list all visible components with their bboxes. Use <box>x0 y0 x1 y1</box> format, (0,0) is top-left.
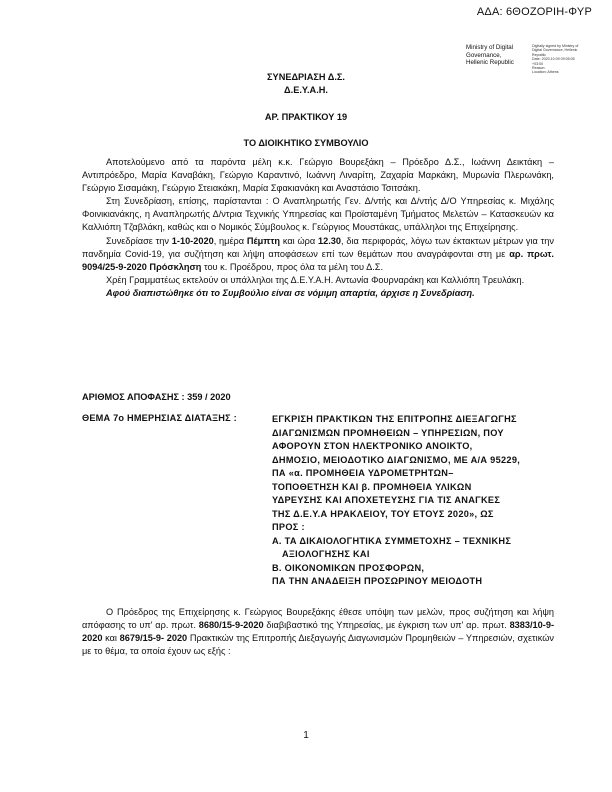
theme-label: ΘΕΜΑ 7ο ΗΜΕΡΗΣΙΑΣ ΔΙΑΤΑΞΗΣ : <box>82 413 237 423</box>
session-title: ΣΥΝΕΔΡΙΑΣΗ Δ.Σ. <box>267 72 345 82</box>
body-text <box>82 156 554 300</box>
page-number: 1 <box>303 730 309 741</box>
signature-details: Digitally signed by Ministry of Digital Governance, Hellenic Republic Date: 2020.10.09 09:05:05 +03:00 Reason: Location: Athens <box>532 44 579 75</box>
attendees-paragraph: Στη Συνεδρίαση, επίσης, παρίστανται : Ο Αναπληρωτής Γεν. Δ/ντής και Δ/ντής Δ/Ο Υπηρεσίας κ. Μιχάλης Φοινικιανάκης, η Αναπληρωτής Δ/ντρια Τεχνικής Υπηρεσίας και Προϊσταμένη Τμήματος Μελετών – Κατασκευών κα Καλλιόπη Τζαβλάκη, καθώς και ο Νομικός Σύμβουλος κ. Γεώργιος Μουστάκας, υπάλληλοι της Επιχείρησης. <box>82 196 554 233</box>
secretaries-paragraph: Χρέη Γραμματέως εκτελούν οι υπάλληλοι της Δ.Ε.Υ.Α.Η. Αντωνία Φουρναράκη και Καλλιόπη Τρευλάκη. <box>106 274 525 285</box>
signature-issuer: Ministry of Digital Governance, Hellenic Republic <box>466 44 514 67</box>
session-paragraph: Συνεδρίασε την 1-10-2020, ημέρα Πέμπτη και ώρα 12.30, δια περιφοράς, λόγω των έκτακτων μέτρων για την πανδημία Covid-19, για συζήτηση και λήψη αποφάσεων επί των θεμάτων που αναγράφονται στη με αρ. πρωτ. 9094/25-9-2020 Πρόσκληση του κ. Προέδρου, προς όλα τα μέλη του Δ.Σ. <box>82 235 554 272</box>
decision-number: ΑΡΙΘΜΟΣ ΑΠΟΦΑΣΗΣ : 359 / 2020 <box>82 392 231 402</box>
minutes-number: ΑΡ. ΠΡΑΚΤΙΚΟΥ 19 <box>264 112 348 122</box>
members-paragraph: Αποτελούμενο από τα παρόντα μέλη κ.κ. Γεώργιο Βουρεξάκη – Πρόεδρο Δ.Σ., Ιωάννη Δεικτάκη – Αντιπρόεδρο, Μαρία Καναβάκη, Γεώργιο Καραντινό, Ιωάννη Λιναρίτη, Ζαχαρία Μαρκάκη, Μυρωνία Πλερωνάκη, Γεώργιο Σισαμάκη, Γεώργιο Στειακάκη, Μαρία Σφακιανάκη και Αναστάσιο Τσιτσάκη. <box>82 157 554 194</box>
organization-name: Δ.Ε.Υ.Α.Η. <box>284 85 328 95</box>
quorum-statement: Αφού διαπιστώθηκε ότι το Συμβούλιο είναι σε νόμιμη απαρτία, άρχισε η Συνεδρίαση. <box>106 287 475 298</box>
closing-paragraph: Ο Πρόεδρος της Επιχείρησης κ. Γεώργιος Βουρεξάκης έθεσε υπόψη των μελών, προς συζήτηση και λήψη απόφασης το υπ' αρ. πρωτ. 8680/15-9-2020 διαβιβαστικό της Υπηρεσίας, με έγκριση των υπ' αρ. πρωτ. 8383/10-9-2020 και 8679/15-9- 2020 Πρακτικών της Επιτροπής Διεξαγωγής Διαγωνισμών Προμηθειών – Υπηρεσιών, σχετικών με το θέμα, τα οποία έχουν ως εξής : <box>82 607 555 657</box>
theme-description: ΕΓΚΡΙΣΗ ΠΡΑΚΤΙΚΩΝ ΤΗΣ ΕΠΙΤΡΟΠΗΣ ΔΙΕΞΑΓΩΓΗΣ ΔΙΑΓΩΝΙΣΜΩΝ ΠΡΟΜΗΘΕΙΩΝ – ΥΠΗΡΕΣΙΩΝ, ΠΟΥ ΑΦΟΡΟΥΝ ΣΤΟΝ ΗΛΕΚΤΡΟΝΙΚΟ ΑΝΟΙΚΤΟ, ΔΗΜΟΣΙΟ, ΜΕΙΟΔΟΤΙΚΟ ΔΙΑΓΩΝΙΣΜΟ, ΜΕ Α/Α 95229, ΠΑ «α. ΠΡΟΜΗΘΕΙΑ ΥΔΡΟΜΕΤΡΗΤΩΝ– ΤΟΠΟΘΕΤΗΣΗ ΚΑΙ β. ΠΡΟΜΗΘΕΙΑ ΥΛΙΚΩΝ ΥΔΡΕΥΣΗΣ ΚΑΙ ΑΠΟΧΕΤΕΥΣΗΣ ΓΙΑ ΤΙΣ ΑΝΑΓΚΕΣ ΤΗΣ Δ.Ε.Υ.Α ΗΡΑΚΛΕΙΟΥ, ΤΟΥ ΕΤΟΥΣ 2020», ΩΣ ΠΡΟΣ : Α. ΤΑ ΔΙΚΑΙΟΛΟΓΗΤΙΚΑ ΣΥΜΜΕΤΟΧΗΣ – ΤΕΧΝΙΚΗΣ ΑΞΙΟΛΟΓΗΣΗΣ ΚΑΙ Β. ΟΙΚΟΝΟΜΙΚΩΝ ΠΡΟΣΦΟΡΩΝ, ΠΑ ΤΗΝ ΑΝΑΔΕΙΞΗ ΠΡΟΣΩΡΙΝΟΥ ΜΕΙΟΔΟΤΗ <box>272 414 521 586</box>
board-title: ΤΟ ΔΙΟΙΚΗΤΙΚΟ ΣΥΜΒΟΥΛΙΟ <box>243 138 369 148</box>
ada-code: ΑΔΑ: 6ΘΟΖΟΡΙΗ-ΦΥΡ <box>476 6 592 18</box>
